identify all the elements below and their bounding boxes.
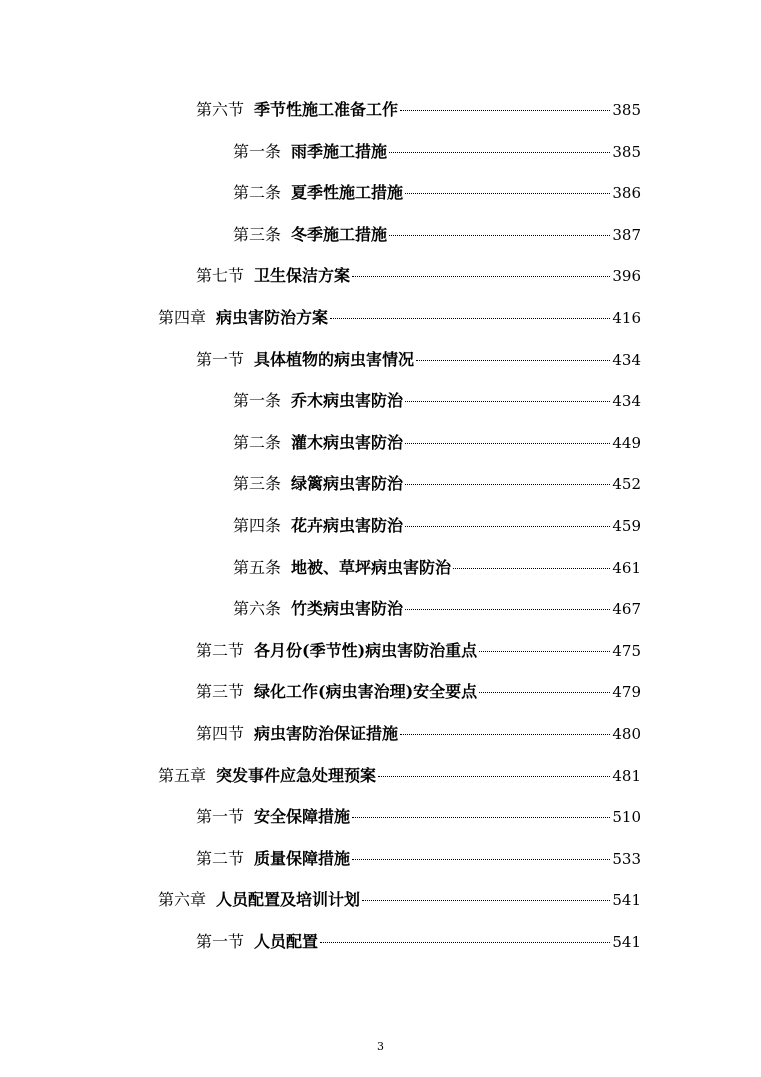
dot-leader — [362, 900, 610, 901]
toc-entry-number: 第三节 — [196, 682, 245, 702]
dot-leader — [389, 152, 610, 153]
dot-leader — [352, 859, 610, 860]
toc-entry-title: 灌木病虫害防治 — [291, 432, 404, 452]
toc-entry[interactable] — [233, 511, 641, 541]
toc-entry-number: 第三条 — [233, 474, 282, 494]
toc-entry-page: 386 — [612, 184, 641, 203]
toc-entry-page: 452 — [612, 475, 641, 494]
toc-entry[interactable] — [196, 636, 641, 666]
toc-entry-number: 第四条 — [233, 516, 282, 535]
toc-entry-page: 461 — [612, 558, 641, 577]
toc-entry-title: 病虫害防治保证措施 — [254, 724, 399, 743]
toc-entry-number: 第二节 — [196, 848, 245, 868]
dot-leader — [405, 443, 610, 444]
dot-leader — [405, 609, 610, 610]
toc-entry-page: 541 — [612, 933, 641, 951]
toc-entry[interactable] — [158, 761, 641, 791]
toc-entry-page: 467 — [612, 600, 641, 619]
dot-leader — [405, 484, 610, 485]
toc-entry-number: 第一节 — [196, 349, 245, 369]
toc-entry-number: 第五章 — [158, 765, 207, 785]
toc-entry[interactable] — [196, 677, 641, 707]
toc-entry[interactable] — [233, 553, 641, 583]
toc-entry-number: 第六章 — [158, 890, 207, 910]
toc-entry-title: 地被、草坪病虫害防治 — [291, 557, 452, 577]
toc-entry[interactable] — [196, 844, 641, 874]
toc-entry[interactable] — [233, 178, 641, 208]
dot-leader — [405, 401, 610, 402]
toc-entry-title: 卫生保洁方案 — [254, 266, 351, 286]
toc-entry-page: 480 — [612, 725, 641, 743]
toc-entry[interactable] — [158, 303, 641, 333]
dot-leader — [405, 193, 610, 194]
toc-entry-number: 第五条 — [233, 557, 282, 577]
toc-entry-title: 质量保障措施 — [254, 848, 351, 868]
toc-entry-page: 533 — [612, 849, 641, 868]
toc-entry[interactable] — [233, 137, 641, 167]
toc-entry-page: 385 — [612, 142, 641, 161]
toc-entry[interactable] — [233, 386, 641, 416]
dot-leader — [453, 568, 610, 569]
toc-entry-page: 434 — [612, 350, 641, 369]
toc-entry[interactable] — [196, 802, 641, 832]
dot-leader — [416, 360, 610, 361]
toc-entry-page: 416 — [612, 309, 641, 327]
toc-entry-title: 花卉病虫害防治 — [291, 516, 404, 535]
toc-entry[interactable] — [196, 261, 641, 291]
toc-entry-title: 竹类病虫害防治 — [291, 599, 404, 619]
toc-entry-page: 541 — [612, 891, 641, 910]
page-number: 3 — [377, 1040, 384, 1053]
toc-entry-title: 绿篱病虫害防治 — [291, 474, 404, 494]
toc-entry-page: 481 — [612, 766, 641, 785]
dot-leader — [330, 318, 610, 319]
toc-entry-title: 安全保障措施 — [254, 807, 351, 827]
toc-entry-page: 396 — [612, 267, 641, 286]
toc-entry-page: 449 — [612, 433, 641, 452]
toc-entry-page: 387 — [612, 225, 641, 244]
toc-entry-title: 突发事件应急处理预案 — [216, 765, 377, 785]
toc-entry-page: 434 — [612, 392, 641, 411]
dot-leader — [320, 942, 610, 943]
toc-entry-number: 第三条 — [233, 224, 282, 244]
toc-entry-title: 人员配置及培训计划 — [216, 890, 361, 910]
toc-entry-title: 病虫害防治方案 — [216, 308, 329, 327]
toc-entry-number: 第二条 — [233, 432, 282, 452]
toc-entry-page: 385 — [612, 101, 641, 119]
toc-entry-title: 冬季施工措施 — [291, 224, 388, 244]
toc-entry-number: 第一条 — [233, 141, 282, 161]
toc-entry-title: 各月份(季节性)病虫害防治重点 — [254, 640, 478, 660]
toc-entry-page: 479 — [612, 683, 641, 702]
toc-entry-number: 第四章 — [158, 308, 207, 327]
toc-entry-number: 第四节 — [196, 724, 245, 743]
toc-entry[interactable] — [233, 428, 641, 458]
toc-entry-title: 雨季施工措施 — [291, 141, 388, 161]
dot-leader — [479, 651, 610, 652]
toc-entry-title: 具体植物的病虫害情况 — [254, 349, 415, 369]
toc-entry-title: 乔木病虫害防治 — [291, 391, 404, 411]
toc-entry-title: 绿化工作(病虫害治理)安全要点 — [254, 682, 478, 702]
toc-entry-number: 第一条 — [233, 391, 282, 411]
toc-entry[interactable] — [196, 95, 641, 125]
toc-entry[interactable] — [233, 594, 641, 624]
toc-entry-title: 人员配置 — [254, 932, 319, 951]
toc-entry[interactable] — [158, 885, 641, 915]
dot-leader — [400, 110, 610, 111]
dot-leader — [405, 526, 610, 527]
toc-entry-page: 475 — [612, 641, 641, 660]
toc-entry-title: 季节性施工准备工作 — [254, 100, 399, 119]
toc-entry-number: 第一节 — [196, 932, 245, 951]
dot-leader — [389, 235, 610, 236]
toc-entry-page: 510 — [612, 808, 641, 827]
toc-entry-number: 第二节 — [196, 640, 245, 660]
toc-entry-number: 第二条 — [233, 183, 282, 203]
toc-entry[interactable] — [196, 345, 641, 375]
dot-leader — [378, 776, 610, 777]
toc-entry[interactable] — [196, 927, 641, 957]
toc-entry-title: 夏季性施工措施 — [291, 183, 404, 203]
toc-entry[interactable] — [196, 719, 641, 749]
dot-leader — [479, 692, 610, 693]
toc-entry-number: 第七节 — [196, 266, 245, 286]
toc-entry-page: 459 — [612, 517, 641, 535]
toc-entry[interactable] — [233, 220, 641, 250]
dot-leader — [352, 817, 610, 818]
toc-entry-number: 第六条 — [233, 599, 282, 619]
dot-leader — [400, 734, 610, 735]
toc-entry-number: 第一节 — [196, 807, 245, 827]
dot-leader — [352, 276, 610, 277]
toc-entry[interactable] — [233, 469, 641, 499]
toc-entry-number: 第六节 — [196, 100, 245, 119]
